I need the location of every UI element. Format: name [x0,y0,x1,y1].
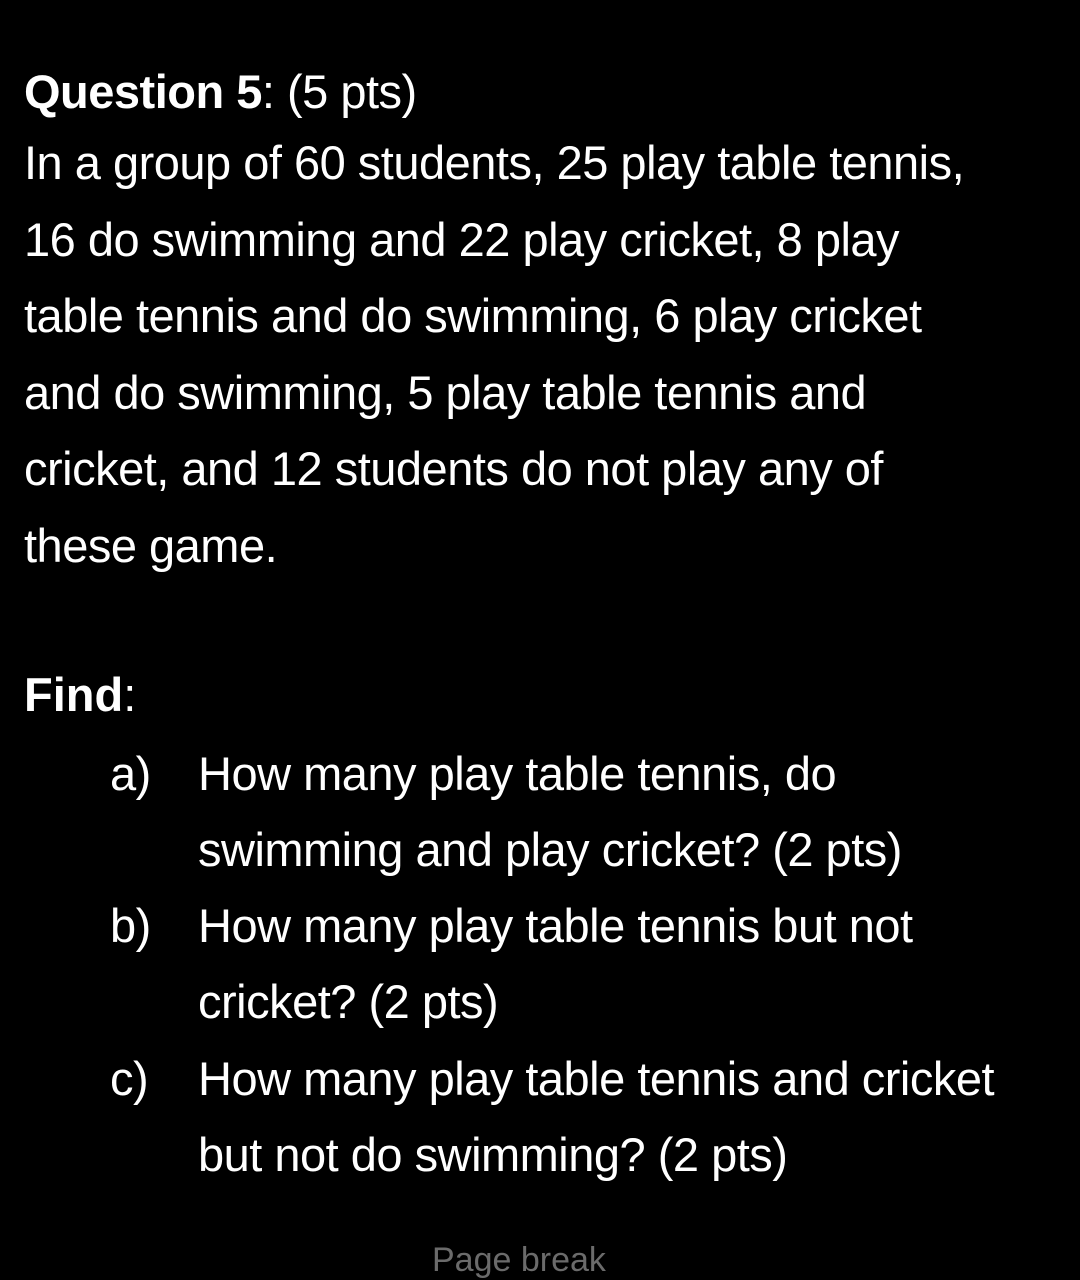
question-body-line: In a group of 60 students, 25 play table tennis, [24,136,965,189]
question-body-line: table tennis and do swimming, 6 play cricket [24,289,922,342]
page-break-marker: Page break [432,1241,606,1279]
question-body-line: these game. [24,518,278,572]
question-body-line: cricket, and 12 students do not play any of [24,442,883,495]
sub-question-line: but not do swimming? (2 pts) [198,1128,788,1181]
question-heading [24,60,417,124]
sub-question-line: swimming and play cricket? (2 pts) [198,823,902,876]
question-label: Question 5 [24,65,262,118]
sub-question-letter: b) [110,899,151,952]
question-body [24,125,1044,584]
sub-question-line: How many play table tennis, do [198,747,837,800]
sub-question-letter: c) [110,1052,149,1105]
find-colon: : [123,668,137,721]
sub-question-text [198,736,1058,888]
find-heading [24,660,136,730]
sub-question-line: cricket? (2 pts) [198,975,499,1028]
sub-question-letter: a) [110,747,151,800]
question-body-line: and do swimming, 5 play table tennis and [24,365,867,419]
question-body-line: 16 do swimming and 22 play cricket, 8 play [24,212,900,266]
sub-question-text [198,1041,1058,1193]
question-points: : (5 pts) [261,65,417,118]
sub-question-line: How many play table tennis and cricket [198,1052,995,1105]
find-label: Find [24,668,124,721]
sub-question-text [198,888,1058,1040]
sub-question-line: How many play table tennis but not [198,899,913,952]
